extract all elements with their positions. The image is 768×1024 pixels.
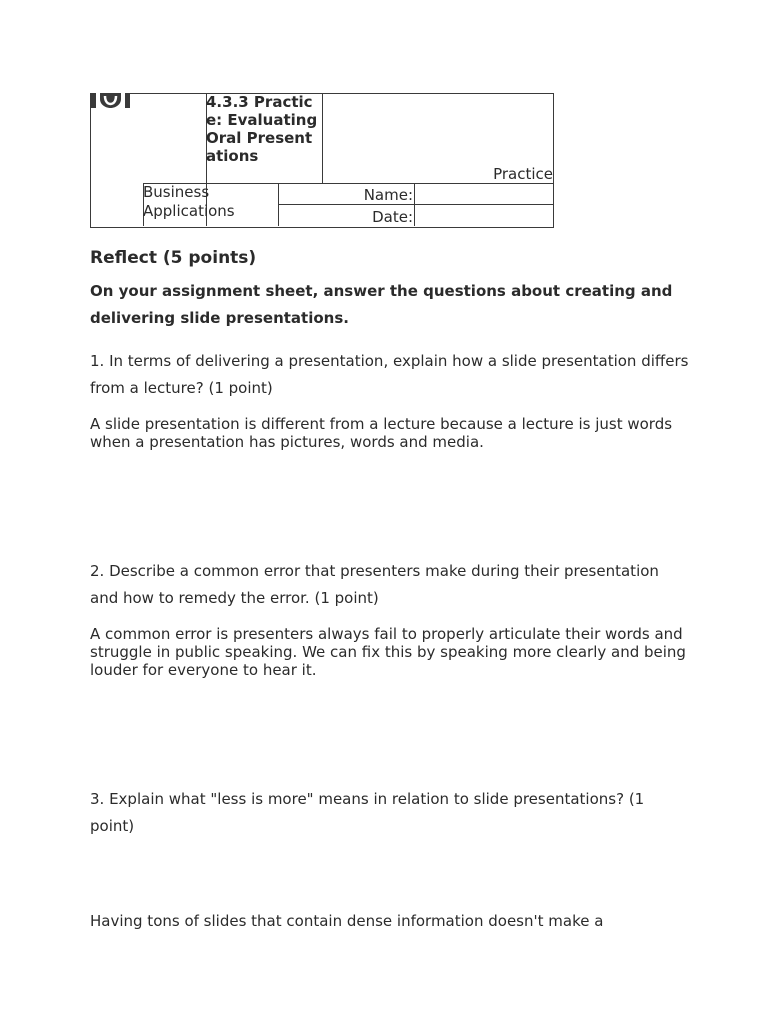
section-heading: Reflect (5 points)	[90, 248, 257, 268]
question-1: 1. In terms of delivering a presentation, explain how a slide presentation differs from a lecture? (1 point)	[90, 352, 689, 397]
answer-3: Having tons of slides that contain dense information doesn't make a	[90, 912, 604, 930]
question-3: 3. Explain what "less is more" means in relation to slide presentations? (1 point)	[90, 790, 645, 835]
instructions: On your assignment sheet, answer the questions about creating and delivering slide presentations.	[90, 282, 673, 327]
subject-label: Business Applications	[143, 183, 235, 220]
divider	[322, 93, 323, 183]
date-label: Date:	[372, 208, 413, 226]
name-label: Name:	[363, 186, 413, 204]
document-title: 4.3.3 Practice: Evaluating Oral Presentations	[206, 93, 318, 165]
answer-1: A slide presentation is different from a lecture because a lecture is just words when a presentation has pictures, words and media.	[90, 415, 673, 451]
logo-icon	[91, 93, 130, 108]
document-type-label: Practice	[493, 165, 553, 183]
answer-2: A common error is presenters always fail to properly articulate their words and struggle in public speaking. We can fix this by speaking more clearly and being louder for everyone to hear it.	[90, 625, 686, 679]
date-field[interactable]	[415, 205, 552, 225]
name-field[interactable]	[415, 184, 552, 204]
question-2: 2. Describe a common error that presenters make during their presentation and how to remedy the error. (1 point)	[90, 562, 659, 607]
